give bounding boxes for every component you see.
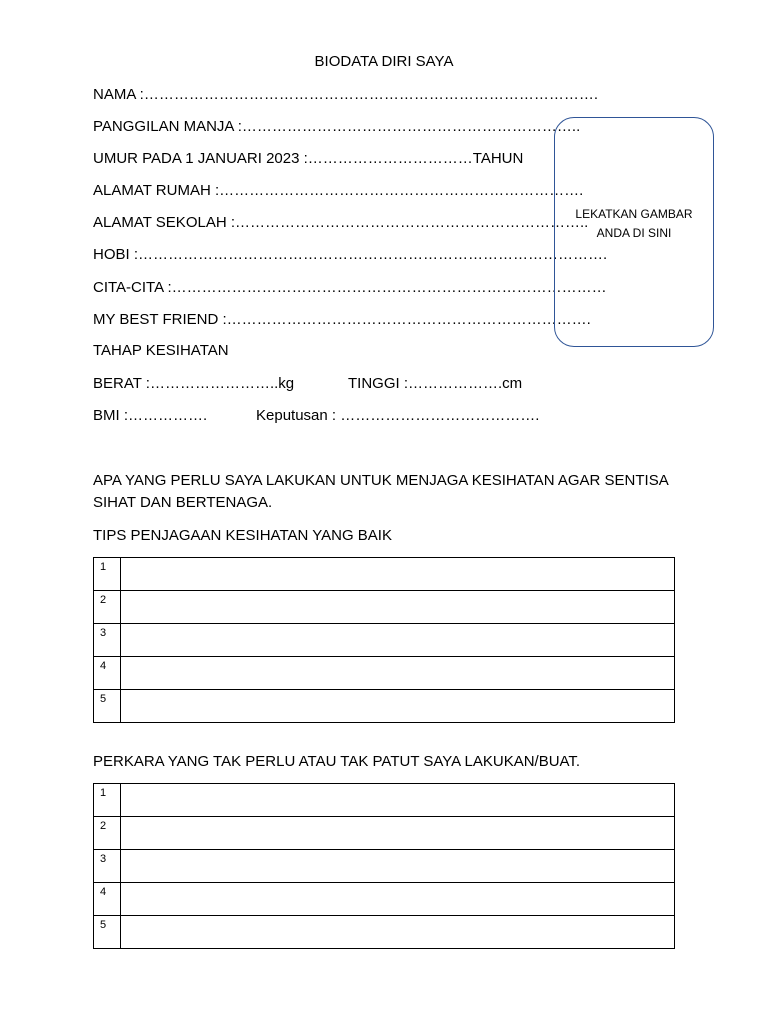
row-number: 4	[94, 883, 121, 916]
table-cell	[121, 624, 675, 657]
row-number: 5	[94, 690, 121, 723]
field-keputusan: Keputusan : ………………………………….	[256, 407, 540, 424]
field-berat: BERAT :……………………..kg	[93, 375, 295, 392]
photo-label-line-1: LEKATKAN GAMBAR	[575, 207, 693, 221]
row-number: 2	[94, 817, 121, 850]
table-row	[94, 883, 675, 916]
field-umur: UMUR PADA 1 JANUARI 2023 :……………………………TAHUN	[93, 150, 524, 167]
row-number: 1	[94, 558, 121, 591]
field-alamat-rumah: ALAMAT RUMAH :……………………………………………………………….	[93, 182, 584, 199]
tips-heading: TIPS PENJAGAAN KESIHATAN YANG BAIK	[93, 527, 392, 544]
dont-heading: PERKARA YANG TAK PERLU ATAU TAK PATUT SAYA LAKUKAN/BUAT.	[93, 753, 581, 770]
row-number: 3	[94, 624, 121, 657]
table-cell	[121, 657, 675, 690]
section-tahap-kesihatan: TAHAP KESIHATAN	[93, 342, 229, 359]
page-title: BIODATA DIRI SAYA	[314, 53, 454, 70]
table-cell	[121, 916, 675, 949]
row-number: 4	[94, 657, 121, 690]
row-number: 5	[94, 916, 121, 949]
table-row	[94, 850, 675, 883]
table-cell	[121, 817, 675, 850]
row-number: 1	[94, 784, 121, 817]
table-cell	[121, 690, 675, 723]
field-cita-cita: CITA-CITA :……………………………………………………………………………	[93, 279, 607, 296]
field-hobi: HOBI :………………………………………………………………………………….	[93, 246, 608, 263]
table-cell	[121, 850, 675, 883]
field-tinggi: TINGGI :……………….cm	[348, 375, 523, 392]
field-bmi: BMI :…………….	[93, 407, 208, 424]
row-number: 2	[94, 591, 121, 624]
table-row	[94, 690, 675, 723]
table-row	[94, 624, 675, 657]
photo-placeholder-label	[569, 205, 699, 243]
table-row	[94, 657, 675, 690]
field-nama: NAMA :……………………………………………………………………………….	[93, 86, 599, 103]
dont-table	[93, 783, 675, 949]
question-paragraph: APA YANG PERLU SAYA LAKUKAN UNTUK MENJAGA KESIHATAN AGAR SENTISA SIHAT DAN BERTENAGA.	[93, 472, 668, 511]
tips-table	[93, 557, 675, 723]
table-row	[94, 916, 675, 949]
table-row	[94, 784, 675, 817]
field-best-friend: MY BEST FRIEND :……………………………………………………………….	[93, 311, 591, 328]
table-cell	[121, 591, 675, 624]
table-cell	[121, 558, 675, 591]
photo-label-line-2: ANDA DI SINI	[596, 226, 672, 240]
photo-placeholder-box	[554, 117, 714, 347]
table-row	[94, 591, 675, 624]
field-alamat-sekolah: ALAMAT SEKOLAH :……………………………………………………………..	[93, 214, 589, 231]
table-cell	[121, 784, 675, 817]
field-panggilan-manja: PANGGILAN MANJA :…………………………………………………………..	[93, 118, 581, 135]
table-row	[94, 817, 675, 850]
table-row	[94, 558, 675, 591]
table-cell	[121, 883, 675, 916]
row-number: 3	[94, 850, 121, 883]
